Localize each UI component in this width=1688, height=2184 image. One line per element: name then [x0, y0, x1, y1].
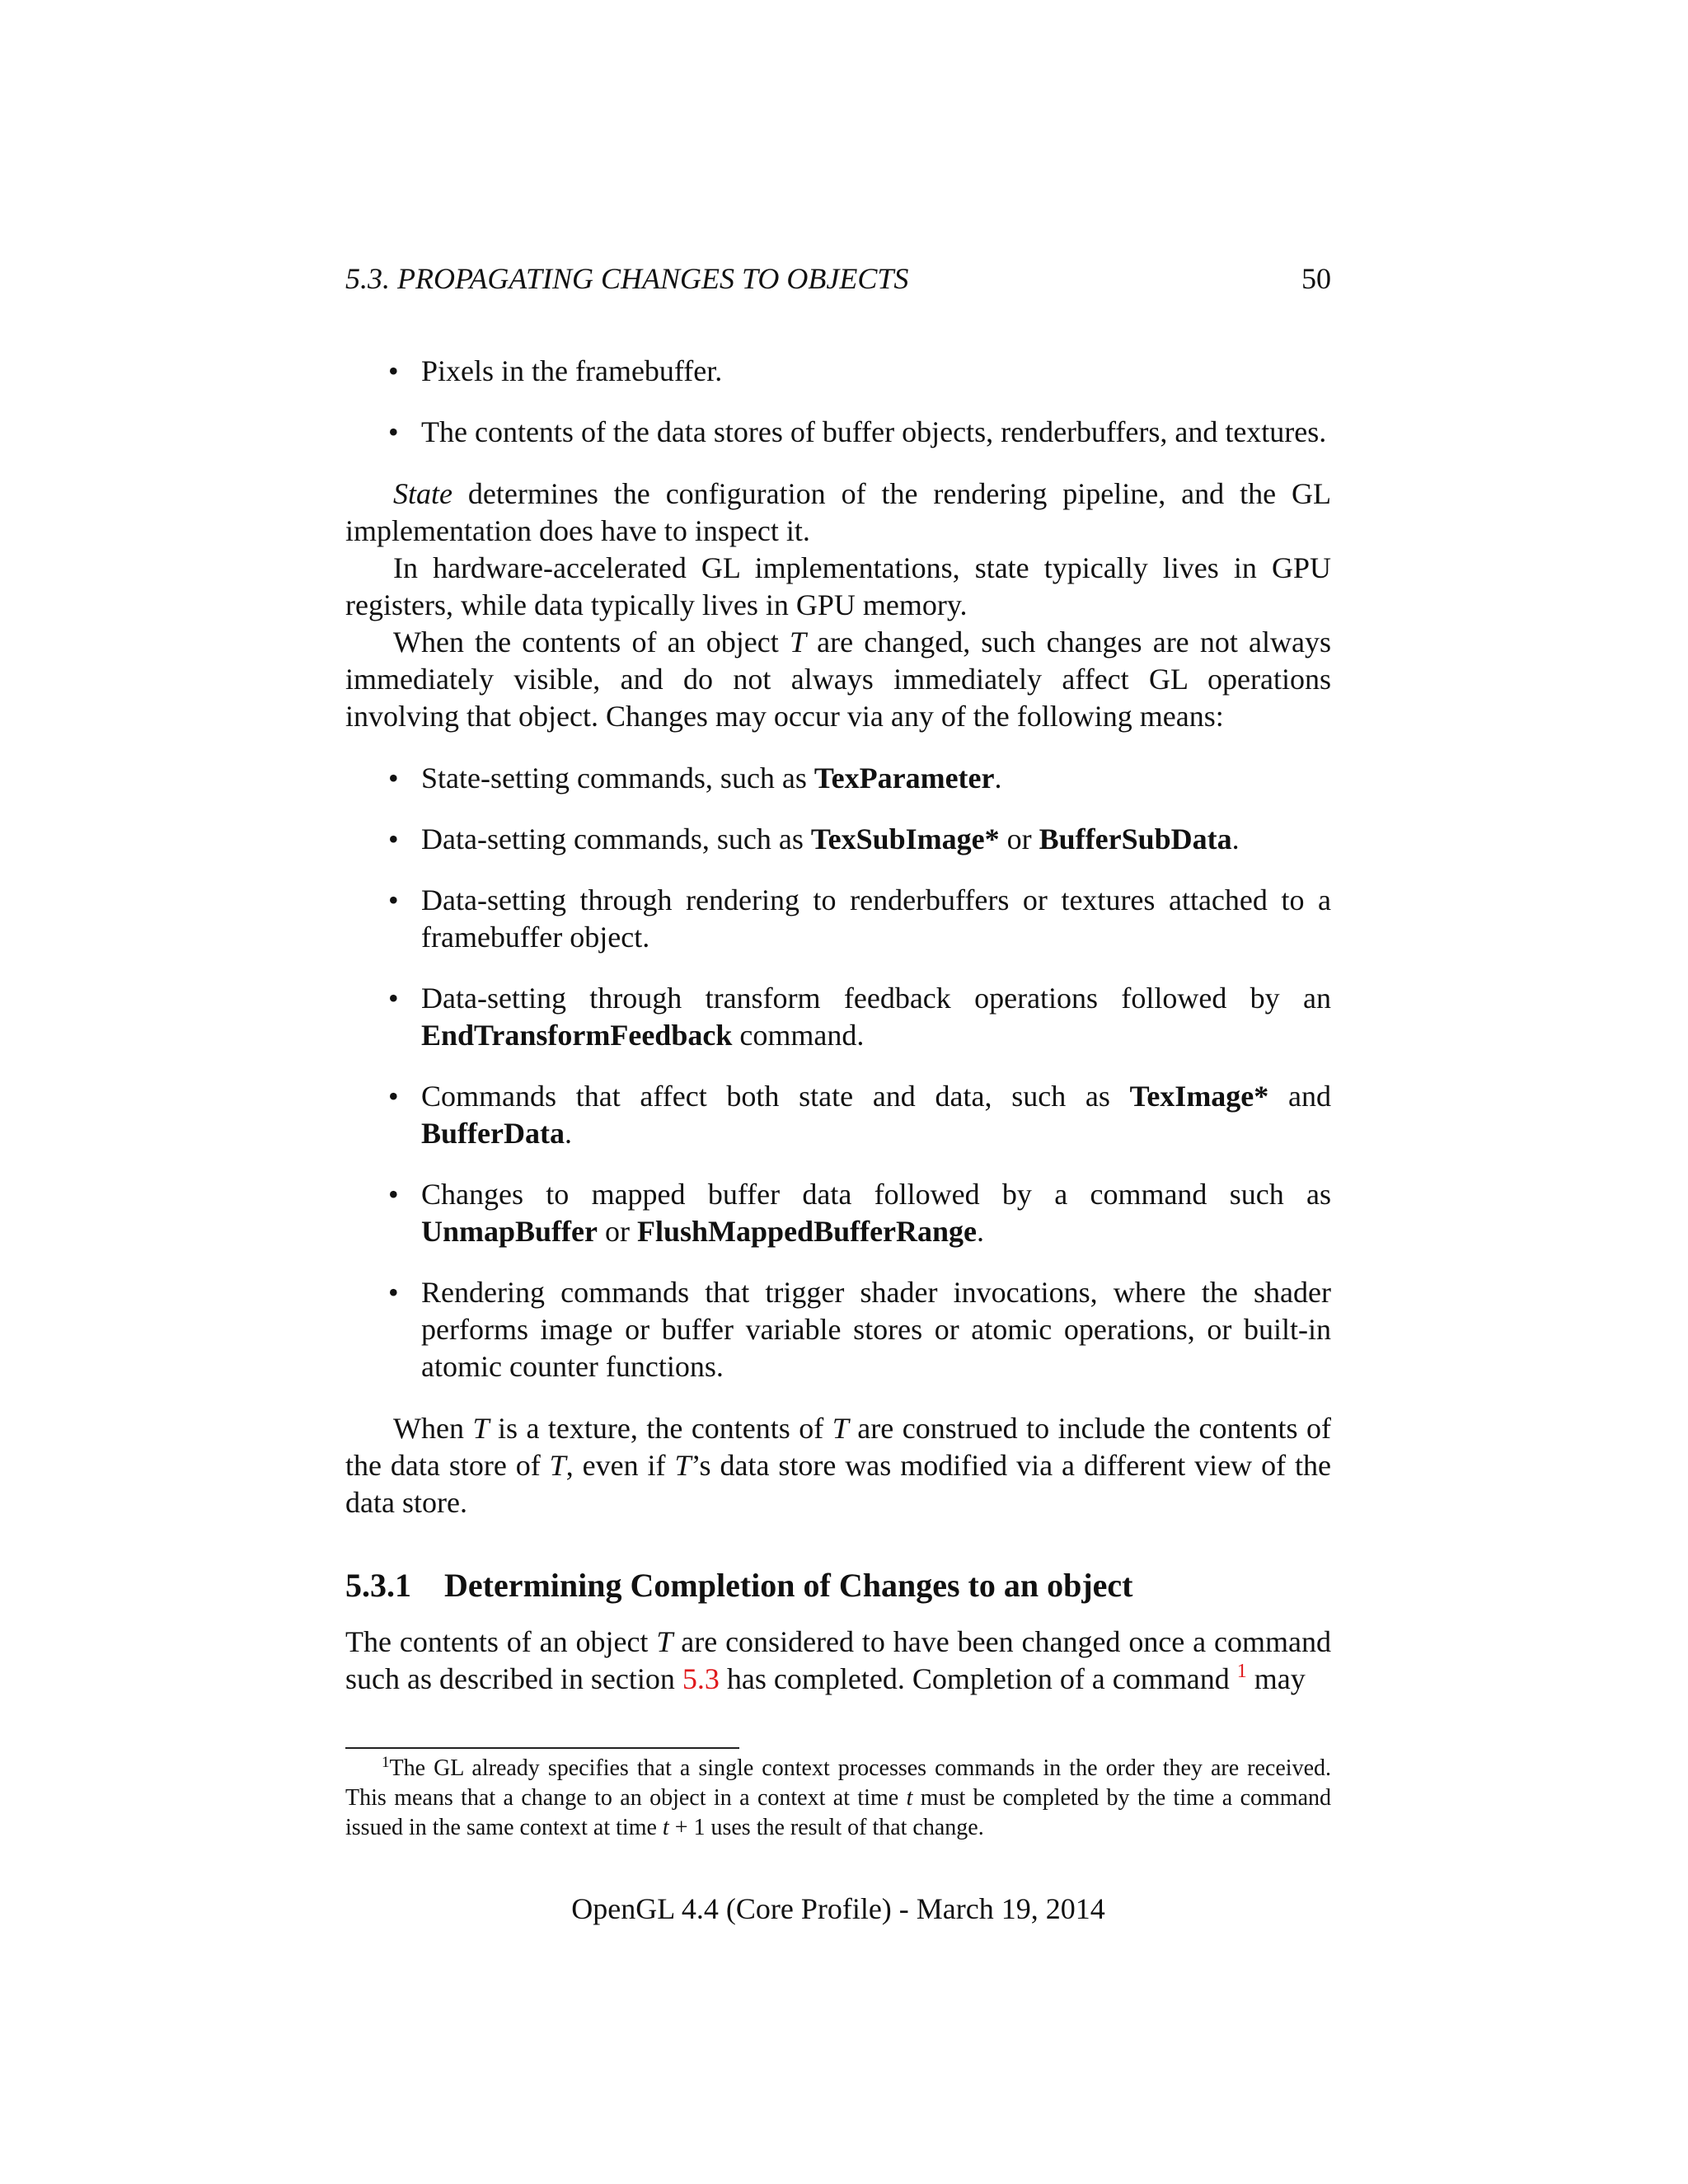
page-number: 50	[1301, 262, 1331, 295]
list-item: • Data-setting through rendering to renderbuffers or textures attached to a framebuffer object.	[345, 882, 1331, 956]
page-footer: OpenGL 4.4 (Core Profile) - March 19, 2014	[571, 1892, 1105, 1925]
paragraph-texture: When T is a texture, the contents of T are construed to include the contents of the data store of T, even if T’s data store was modified via a different view of the data store.	[345, 1412, 1332, 1519]
command-name: TexParameter	[814, 762, 995, 794]
footnote-divider	[345, 1747, 739, 1749]
section-number: 5.3.1	[345, 1567, 411, 1604]
list-item: • Commands that affect both state and data, such as TexImage* and BufferData.	[345, 1078, 1331, 1152]
command-name: BufferData	[421, 1117, 565, 1150]
data-kinds-list	[345, 353, 1331, 451]
document-page	[345, 0, 1331, 2184]
running-header	[345, 259, 1331, 298]
command-name: UnmapBuffer	[421, 1215, 598, 1248]
section-title: Determining Completion of Changes to an object	[444, 1567, 1133, 1604]
page-body	[345, 353, 1331, 1698]
list-item: • Rendering commands that trigger shader invocations, where the shader performs image or buffer variable stores or atomic operations, or built-in atomic counter functions.	[345, 1274, 1331, 1385]
section-heading	[345, 1566, 1331, 1605]
paragraph-hardware: In hardware-accelerated GL implementations, state typically lives in GPU registers, while data typically lives in GPU memory.	[345, 551, 1331, 621]
paragraph-state: State determines the configuration of the rendering pipeline, and the GL implementation does have to inspect it.	[345, 477, 1331, 547]
list-item: • Pixels in the framebuffer.	[345, 353, 1331, 390]
header-section-title: 5.3. PROPAGATING CHANGES TO OBJECTS	[345, 262, 909, 295]
command-name: TexSubImage*	[810, 823, 1000, 855]
footnote-mark: 1	[382, 1754, 390, 1771]
list-item: • Data-setting through transform feedback operations followed by an EndTransformFeedback command.	[345, 980, 1331, 1054]
command-name: EndTransformFeedback	[421, 1019, 733, 1052]
list-item: • Data-setting commands, such as TexSubImage* or BufferSubData.	[345, 821, 1331, 858]
command-name: FlushMappedBufferRange	[637, 1215, 978, 1248]
footnote: $^1$The GL already specifies that a single context processes commands in the order they are received. This means that a change to an object in a context at time t must be completed by the time a command issued in the same context at time t + 1 uses the result of that change.	[345, 1754, 1331, 1840]
list-item: • The contents of the data stores of buffer objects, renderbuffers, and textures.	[345, 414, 1331, 451]
paragraph-completion: The contents of an object T are considered to have been changed once a command such as described in section 5.3 has completed. Completion of a command $^1$ may	[345, 1625, 1331, 1695]
command-name: BufferSubData	[1039, 823, 1232, 855]
list-item: • Changes to mapped buffer data followed by a command such as UnmapBuffer or FlushMappedBufferRange.	[345, 1176, 1331, 1250]
command-name: TexImage*	[1129, 1080, 1269, 1113]
list-item: • State-setting commands, such as TexParameter.	[345, 760, 1331, 797]
change-means-list	[345, 760, 1331, 1385]
section-ref-link[interactable]: 5.3	[682, 1662, 720, 1695]
paragraph-changes: When the contents of an object T are changed, such changes are not always immediately visible, and do not always immediately affect GL operations involving that object. Changes may occur via any of the following means:	[345, 626, 1332, 733]
footnote-ref-link[interactable]: 1	[1236, 1661, 1247, 1682]
